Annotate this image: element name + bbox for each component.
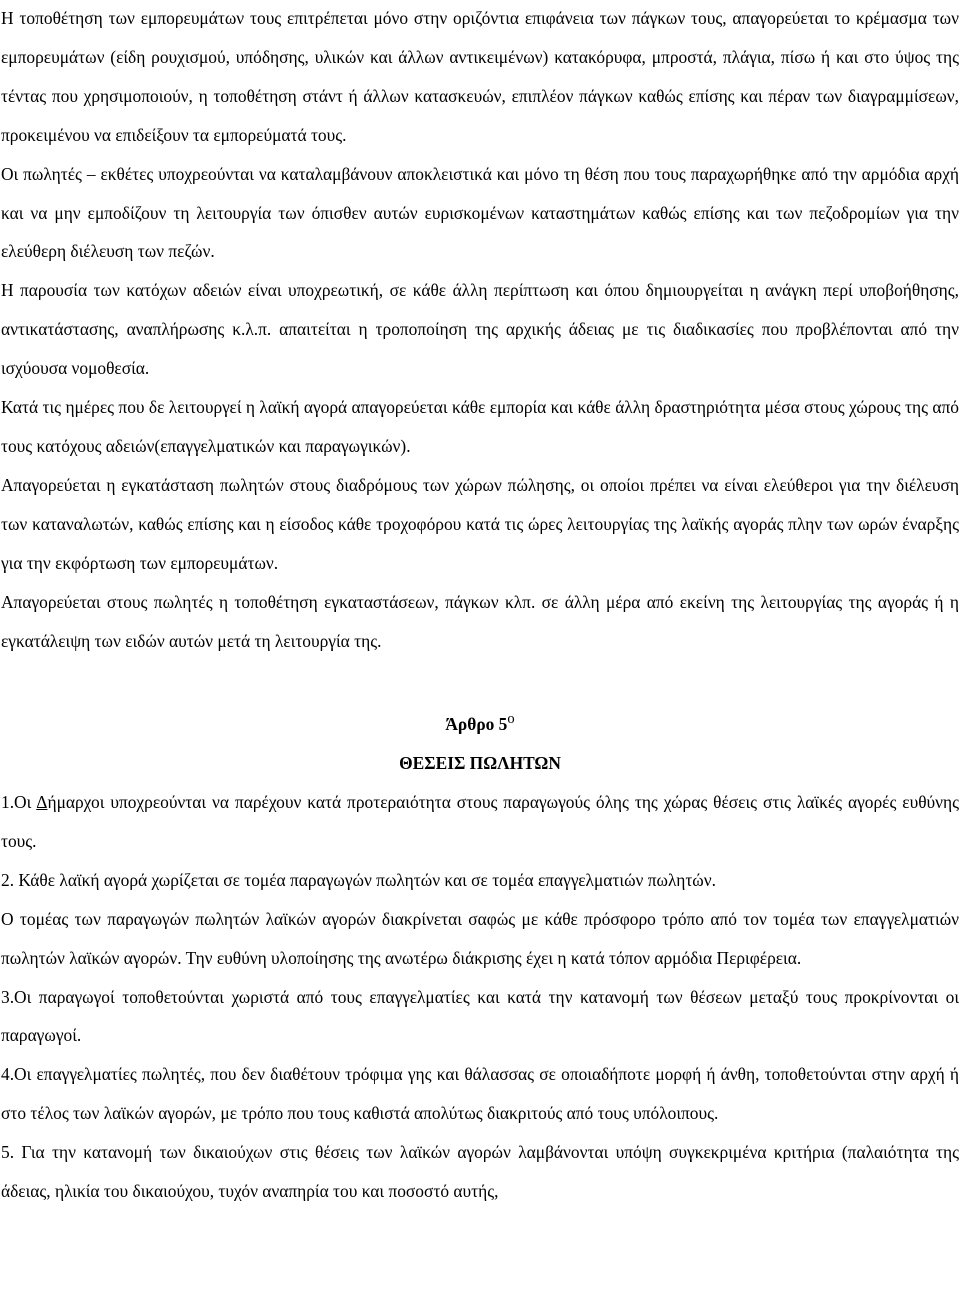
section-gap [1, 660, 959, 700]
paragraph-installations: Απαγορεύεται στους πωλητές η τοποθέτηση εγκαταστάσεων, πάγκων κλπ. σε άλλη μέρα από εκείνη της λειτουργίας της αγοράς ή η εγκατάλειψη των ειδών αυτών μετά τη λειτουργία της. [1, 591, 959, 651]
paragraph-sector-distinction: Ο τομέας των παραγωγών πωλητών λαϊκών αγορών διακρίνεται σαφώς με κάθε πρόσφορο τρόπο από τον τομέα των επαγγελματιών πωλητών λαϊκών αγορών. Την ευθύνη υλοποίησης της ανωτέρω διάκρισης έχει η κατά τόπον αρμόδια Περιφέρεια. [1, 908, 959, 968]
paragraph-closed-days: Κατά τις ημέρες που δε λειτουργεί η λαϊκή αγορά απαγορεύεται κάθε εμπορία και κάθε άλλη δραστηριότητα μέσα στους χώρους της από τους κατόχους αδειών(επαγγελματικών και παραγωγικών). [1, 397, 959, 456]
paragraph-license-holders: Η παρουσία των κατόχων αδειών είναι υποχρεωτική, σε κάθε άλλη περίπτωση και όπου δημιουργείται η ανάγκη περί υποβοήθησης, αντικατάστασης, αναπλήρωσης κ.λ.π. απαιτείται η τροποποίηση της αρχικής άδειας με τις διαδικασίες που προβλέπονται από την ισχύουσα νομοθεσία. [1, 280, 959, 379]
paragraph-corridors: Απαγορεύεται η εγκατάσταση πωλητών στους διαδρόμους των χώρων πώλησης, οι οποίοι πρέπει να είναι ελεύθεροι για την διέλευση των καταναλωτών, καθώς επίσης και η είσοδος κάθε τροχοφόρου κατά τις ώρες λειτουργίας της λαϊκής αγοράς πλην των ωρών έναρξης για την εκφόρτωση των εμπορευμάτων. [1, 474, 959, 573]
article-title-text: Άρθρο 5 [445, 714, 508, 735]
paragraph-market-sectors: 2. Κάθε λαϊκή αγορά χωρίζεται σε τομέα παραγωγών πωλητών και σε τομέα επαγγελματιών πωλητών. [1, 869, 716, 890]
document-page [1, 0, 959, 1211]
paragraph-mayors [1, 783, 959, 861]
paragraph-professional-vendors: 4.Οι επαγγελματίες πωλητές, που δεν διαθέτουν τρόφιμα γης και θάλασσας σε οποιαδήποτε μορφή ή άνθη, τοποθετούνται στην αρχή ή στο τέλος των λαϊκών αγορών, με τρόπο που τους καθιστά απολύτως διακριτούς από τους υπόλοιπους. [1, 1064, 959, 1124]
article-title [1, 700, 959, 744]
article-degree: ο [507, 711, 515, 728]
paragraph-vendor-positions: Οι πωλητές – εκθέτες υποχρεούνται να καταλαμβάνουν αποκλειστικά και μόνο τη θέση που τους παραχωρήθηκε από την αρμόδια αρχή και να μην εμποδίζουν τη λειτουργία των όπισθεν αυτών ευρισκομένων καταστημάτων καθώς επίσης και των πεζοδρομίων για την ελεύθερη διέλευση των πεζών. [1, 163, 959, 262]
paragraph-mayors-underlined: Δ [36, 792, 48, 813]
paragraph-mayors-pre: 1.Οι [1, 792, 37, 813]
paragraph-allocation-criteria: 5. Για την κατανομή των δικαιούχων στις θέσεις των λαϊκών αγορών λαμβάνονται υπόψη συγκεκριμένα κριτήρια (παλαιότητα της άδειας, ηλικία του δικαιούχου, τυχόν αναπηρία του και ποσοστό αυτής, [1, 1142, 959, 1202]
paragraph-producers-placement: 3.Οι παραγωγοί τοποθετούνται χωριστά από τους επαγγελματίες και κατά την κατανομή των θέσεων μεταξύ τους προκρίνονται οι παραγωγοί. [1, 986, 959, 1046]
article-subtitle: ΘΕΣΕΙΣ ΠΩΛΗΤΩΝ [399, 753, 561, 774]
paragraph-goods-placement: Η τοποθέτηση των εμπορευμάτων τους επιτρέπεται μόνο στην οριζόντια επιφάνεια των πάγκων τους, απαγορεύεται το κρέμασμα των εμπορευμάτων (είδη ρουχισμού, υπόδησης, υλικών και άλλων αντικειμένων) κατακόρυφα, μπροστά, πλάγια, πίσω ή και στο ύψος της τέντας που χρησιμοποιούν, η τοποθέτηση στάντ ή άλλων κατασκευών, επιπλέον πάγκων καθώς επίσης και πέραν των διαγραμμίσεων, προκειμένου να επιδείξουν τα εμπορεύματά τους. [1, 8, 959, 145]
paragraph-mayors-post: ήμαρχοι υποχρεούνται να παρέχουν κατά προτεραιότητα στους παραγωγούς όλης της χώρας θέσεις στις λαϊκές αγορές ευθύνης τους. [1, 792, 960, 851]
